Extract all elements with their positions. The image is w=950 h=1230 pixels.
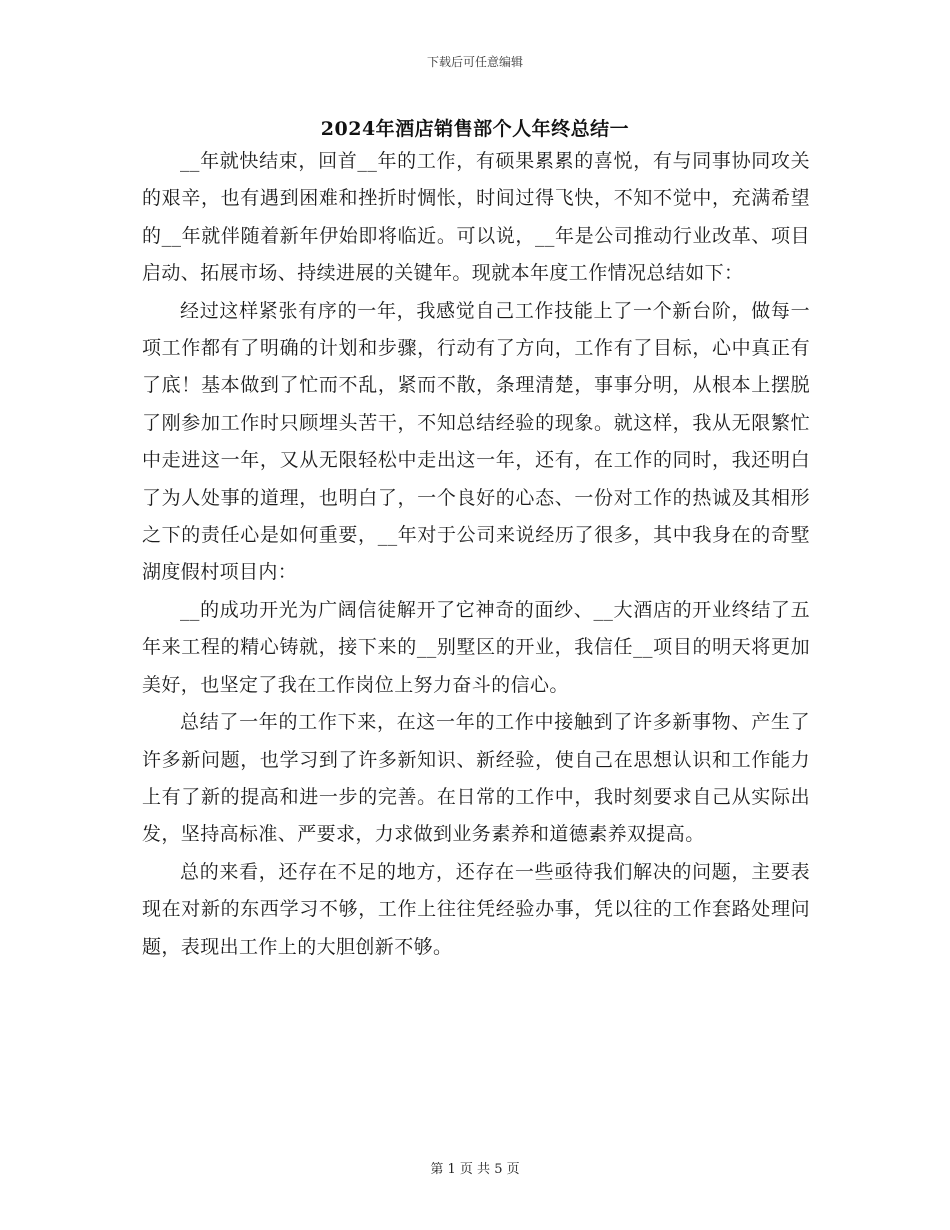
paragraph-projects: __的成功开光为广阔信徒解开了它神奇的面纱、__大酒店的开业终结了五年来工程的精心铸就，接下来的__别墅区的开业，我信任__项目的明天将更加美好，也坚定了我在工作岗位上努力奋斗的信心。	[142, 598, 810, 696]
header-note: 下载后可任意编辑	[426, 55, 523, 69]
paragraph-learning: 总结了一年的工作下来，在这一年的工作中接触到了许多新事物、产生了许多新问题，也学习到了许多新知识、新经验，使自己在思想认识和工作能力上有了新的提高和进一步的完善。在日常的工作中，我时刻要求自己从实际出发，坚持高标准、严要求，力求做到业务素养和道德素养双提高。	[142, 711, 810, 846]
document-title: 2024年酒店销售部个人年终总结一	[320, 118, 630, 140]
page-number: 第 1 页 共 5 页	[430, 1162, 520, 1177]
paragraph-intro: __年就快结束，回首__年的工作，有硕果累累的喜悦，有与同事协同攻关的艰辛，也有遇到困难和挫折时惆怅，时间过得飞快，不知不觉中，充满希望的__年就伴随着新年伊始即将临近。可以说，__年是公司推动行业改革、项目启动、拓展市场、持续进展的关键年。现就本年度工作情况总结如下：	[142, 150, 810, 285]
document-body	[142, 143, 810, 966]
paragraph-shortcomings: 总的来看，还存在不足的地方，还存在一些亟待我们解决的问题，主要表现在对新的东西学习不够，工作上往往凭经验办事，凭以往的工作套路处理问题，表现出工作上的大胆创新不够。	[142, 860, 810, 958]
paragraph-skills: 经过这样紧张有序的一年，我感觉自己工作技能上了一个新台阶，做每一项工作都有了明确的计划和步骤，行动有了方向，工作有了目标，心中真正有了底！基本做到了忙而不乱，紧而不散，条理清楚，事事分明，从根本上摆脱了刚参加工作时只顾埋头苦干，不知总结经验的现象。就这样，我从无限繁忙中走进这一年，又从无限轻松中走出这一年，还有，在工作的同时，我还明白了为人处事的道理，也明白了，一个良好的心态、一份对工作的热诚及其相形之下的责任心是如何重要，__年对于公司来说经历了很多，其中我身在的奇墅湖度假村项目内：	[142, 299, 810, 584]
